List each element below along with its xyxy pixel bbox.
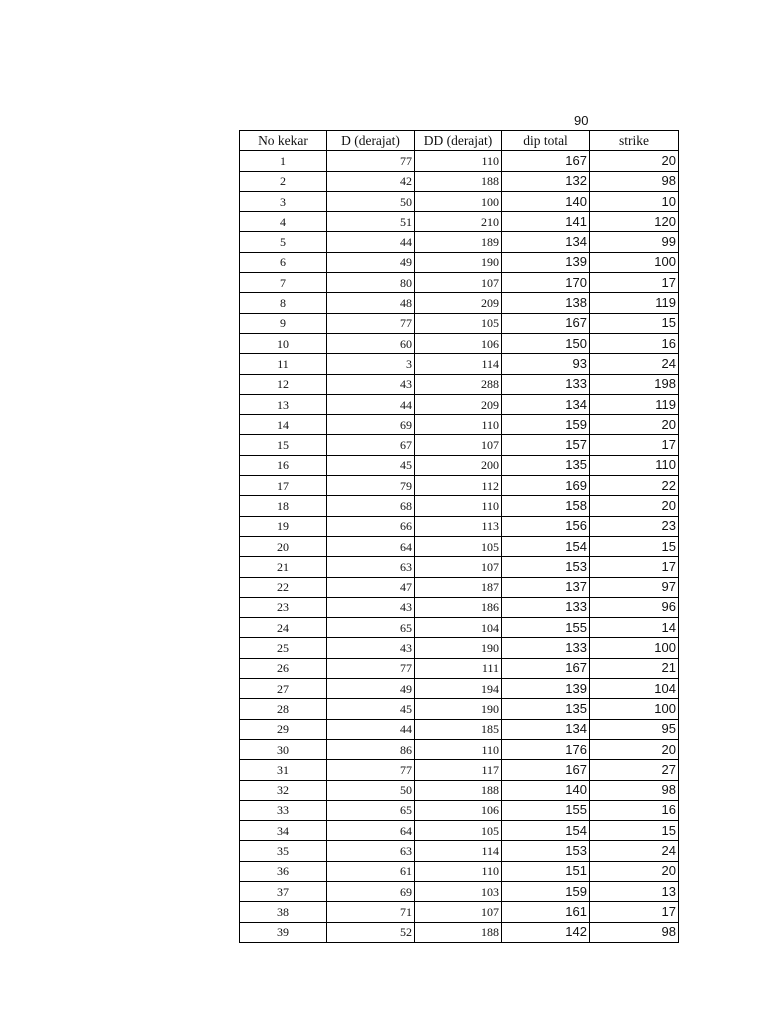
cell-dd-derajat: 209 xyxy=(415,293,502,313)
cell-dd-derajat: 104 xyxy=(415,618,502,638)
cell-dip-total: 157 xyxy=(502,435,590,455)
cell-no-kekar: 26 xyxy=(240,658,327,678)
cell-dd-derajat: 107 xyxy=(415,435,502,455)
cell-dd-derajat: 188 xyxy=(415,171,502,191)
cell-no-kekar: 20 xyxy=(240,536,327,556)
cell-d-derajat: 49 xyxy=(327,679,415,699)
cell-dip-total: 133 xyxy=(502,597,590,617)
cell-no-kekar: 12 xyxy=(240,374,327,394)
joint-data-table xyxy=(239,130,679,943)
table-row xyxy=(240,516,679,536)
table-row xyxy=(240,171,679,191)
cell-dip-total: 154 xyxy=(502,536,590,556)
cell-strike: 95 xyxy=(590,719,679,739)
cell-dd-derajat: 100 xyxy=(415,191,502,211)
cell-d-derajat: 43 xyxy=(327,638,415,658)
cell-dip-total: 167 xyxy=(502,760,590,780)
cell-d-derajat: 42 xyxy=(327,171,415,191)
cell-dd-derajat: 188 xyxy=(415,922,502,942)
cell-no-kekar: 18 xyxy=(240,496,327,516)
table-row xyxy=(240,719,679,739)
cell-d-derajat: 48 xyxy=(327,293,415,313)
cell-strike: 24 xyxy=(590,354,679,374)
cell-dip-total: 132 xyxy=(502,171,590,191)
cell-d-derajat: 52 xyxy=(327,922,415,942)
header-d-derajat: D (derajat) xyxy=(327,131,415,151)
cell-strike: 98 xyxy=(590,171,679,191)
cell-dip-total: 167 xyxy=(502,658,590,678)
cell-dip-total: 167 xyxy=(502,151,590,171)
cell-strike: 104 xyxy=(590,679,679,699)
cell-d-derajat: 44 xyxy=(327,394,415,414)
cell-d-derajat: 61 xyxy=(327,861,415,881)
cell-d-derajat: 67 xyxy=(327,435,415,455)
table-row xyxy=(240,679,679,699)
cell-no-kekar: 24 xyxy=(240,618,327,638)
cell-dd-derajat: 107 xyxy=(415,557,502,577)
table-row xyxy=(240,455,679,475)
cell-dd-derajat: 189 xyxy=(415,232,502,252)
table-row xyxy=(240,476,679,496)
cell-d-derajat: 77 xyxy=(327,151,415,171)
cell-no-kekar: 7 xyxy=(240,273,327,293)
cell-strike: 119 xyxy=(590,293,679,313)
cell-no-kekar: 3 xyxy=(240,191,327,211)
cell-dip-total: 93 xyxy=(502,354,590,374)
cell-dip-total: 159 xyxy=(502,881,590,901)
cell-dd-derajat: 186 xyxy=(415,597,502,617)
cell-no-kekar: 5 xyxy=(240,232,327,252)
cell-dd-derajat: 110 xyxy=(415,739,502,759)
cell-dd-derajat: 288 xyxy=(415,374,502,394)
table-body xyxy=(240,151,679,943)
table-row xyxy=(240,881,679,901)
table-row xyxy=(240,618,679,638)
cell-dip-total: 156 xyxy=(502,516,590,536)
table-row xyxy=(240,394,679,414)
cell-strike: 10 xyxy=(590,191,679,211)
cell-dd-derajat: 185 xyxy=(415,719,502,739)
cell-strike: 13 xyxy=(590,881,679,901)
cell-strike: 198 xyxy=(590,374,679,394)
cell-dd-derajat: 194 xyxy=(415,679,502,699)
table-header-row xyxy=(240,131,679,151)
cell-strike: 21 xyxy=(590,658,679,678)
cell-no-kekar: 27 xyxy=(240,679,327,699)
cell-dd-derajat: 106 xyxy=(415,333,502,353)
cell-dip-total: 142 xyxy=(502,922,590,942)
table-row xyxy=(240,374,679,394)
cell-no-kekar: 39 xyxy=(240,922,327,942)
cell-d-derajat: 49 xyxy=(327,252,415,272)
cell-dip-total: 134 xyxy=(502,232,590,252)
cell-d-derajat: 43 xyxy=(327,597,415,617)
cell-strike: 15 xyxy=(590,536,679,556)
cell-no-kekar: 9 xyxy=(240,313,327,333)
cell-strike: 24 xyxy=(590,841,679,861)
cell-dd-derajat: 106 xyxy=(415,800,502,820)
cell-no-kekar: 37 xyxy=(240,881,327,901)
cell-dip-total: 169 xyxy=(502,476,590,496)
cell-strike: 23 xyxy=(590,516,679,536)
cell-strike: 20 xyxy=(590,151,679,171)
table-row xyxy=(240,232,679,252)
cell-dip-total: 133 xyxy=(502,638,590,658)
cell-no-kekar: 33 xyxy=(240,800,327,820)
cell-no-kekar: 1 xyxy=(240,151,327,171)
cell-d-derajat: 64 xyxy=(327,821,415,841)
cell-strike: 15 xyxy=(590,821,679,841)
table-row xyxy=(240,861,679,881)
table-row xyxy=(240,699,679,719)
cell-strike: 99 xyxy=(590,232,679,252)
cell-dip-total: 139 xyxy=(502,252,590,272)
top-value-label: 90 xyxy=(574,113,589,128)
cell-dd-derajat: 190 xyxy=(415,638,502,658)
cell-dd-derajat: 110 xyxy=(415,151,502,171)
cell-strike: 17 xyxy=(590,273,679,293)
cell-strike: 17 xyxy=(590,902,679,922)
cell-no-kekar: 4 xyxy=(240,212,327,232)
cell-no-kekar: 17 xyxy=(240,476,327,496)
table-row xyxy=(240,902,679,922)
cell-strike: 20 xyxy=(590,496,679,516)
cell-d-derajat: 79 xyxy=(327,476,415,496)
cell-d-derajat: 43 xyxy=(327,374,415,394)
cell-strike: 16 xyxy=(590,333,679,353)
cell-d-derajat: 86 xyxy=(327,739,415,759)
table-row xyxy=(240,597,679,617)
cell-strike: 119 xyxy=(590,394,679,414)
cell-no-kekar: 38 xyxy=(240,902,327,922)
cell-dd-derajat: 105 xyxy=(415,821,502,841)
header-dd-derajat: DD (derajat) xyxy=(415,131,502,151)
table-row xyxy=(240,496,679,516)
cell-dip-total: 167 xyxy=(502,313,590,333)
cell-no-kekar: 2 xyxy=(240,171,327,191)
table-row xyxy=(240,354,679,374)
cell-d-derajat: 68 xyxy=(327,496,415,516)
table-row xyxy=(240,252,679,272)
cell-no-kekar: 28 xyxy=(240,699,327,719)
cell-dip-total: 140 xyxy=(502,191,590,211)
cell-dd-derajat: 209 xyxy=(415,394,502,414)
cell-d-derajat: 80 xyxy=(327,273,415,293)
cell-d-derajat: 63 xyxy=(327,557,415,577)
cell-no-kekar: 31 xyxy=(240,760,327,780)
cell-dip-total: 135 xyxy=(502,455,590,475)
table-row xyxy=(240,435,679,455)
cell-dd-derajat: 110 xyxy=(415,415,502,435)
header-no-kekar: No kekar xyxy=(240,131,327,151)
cell-d-derajat: 44 xyxy=(327,719,415,739)
cell-no-kekar: 8 xyxy=(240,293,327,313)
cell-dd-derajat: 110 xyxy=(415,861,502,881)
table-row xyxy=(240,191,679,211)
cell-strike: 20 xyxy=(590,739,679,759)
cell-d-derajat: 77 xyxy=(327,658,415,678)
cell-strike: 97 xyxy=(590,577,679,597)
cell-dip-total: 135 xyxy=(502,699,590,719)
header-strike: strike xyxy=(590,131,679,151)
cell-d-derajat: 66 xyxy=(327,516,415,536)
table-row xyxy=(240,800,679,820)
cell-dip-total: 138 xyxy=(502,293,590,313)
cell-strike: 110 xyxy=(590,455,679,475)
cell-no-kekar: 35 xyxy=(240,841,327,861)
cell-dd-derajat: 210 xyxy=(415,212,502,232)
cell-dip-total: 153 xyxy=(502,557,590,577)
cell-d-derajat: 77 xyxy=(327,760,415,780)
cell-d-derajat: 50 xyxy=(327,780,415,800)
cell-strike: 17 xyxy=(590,435,679,455)
cell-no-kekar: 10 xyxy=(240,333,327,353)
cell-no-kekar: 22 xyxy=(240,577,327,597)
cell-no-kekar: 6 xyxy=(240,252,327,272)
cell-no-kekar: 30 xyxy=(240,739,327,759)
table-row xyxy=(240,658,679,678)
cell-dd-derajat: 187 xyxy=(415,577,502,597)
cell-dip-total: 176 xyxy=(502,739,590,759)
table-row xyxy=(240,739,679,759)
header-dip-total: dip total xyxy=(502,131,590,151)
cell-strike: 20 xyxy=(590,861,679,881)
cell-d-derajat: 47 xyxy=(327,577,415,597)
cell-strike: 22 xyxy=(590,476,679,496)
table-row xyxy=(240,821,679,841)
cell-dd-derajat: 113 xyxy=(415,516,502,536)
table-row xyxy=(240,577,679,597)
cell-dd-derajat: 117 xyxy=(415,760,502,780)
cell-no-kekar: 25 xyxy=(240,638,327,658)
cell-dd-derajat: 190 xyxy=(415,699,502,719)
cell-dip-total: 158 xyxy=(502,496,590,516)
cell-strike: 27 xyxy=(590,760,679,780)
cell-d-derajat: 69 xyxy=(327,415,415,435)
cell-strike: 120 xyxy=(590,212,679,232)
cell-dip-total: 151 xyxy=(502,861,590,881)
cell-strike: 17 xyxy=(590,557,679,577)
cell-dip-total: 141 xyxy=(502,212,590,232)
table-row xyxy=(240,760,679,780)
cell-dip-total: 161 xyxy=(502,902,590,922)
cell-dip-total: 133 xyxy=(502,374,590,394)
cell-no-kekar: 32 xyxy=(240,780,327,800)
table-row xyxy=(240,273,679,293)
table-row xyxy=(240,638,679,658)
cell-strike: 100 xyxy=(590,699,679,719)
cell-dd-derajat: 114 xyxy=(415,354,502,374)
cell-strike: 96 xyxy=(590,597,679,617)
table-row xyxy=(240,841,679,861)
table-row xyxy=(240,536,679,556)
table-row xyxy=(240,922,679,942)
cell-no-kekar: 29 xyxy=(240,719,327,739)
cell-dip-total: 170 xyxy=(502,273,590,293)
table-row xyxy=(240,313,679,333)
cell-d-derajat: 65 xyxy=(327,800,415,820)
cell-no-kekar: 11 xyxy=(240,354,327,374)
cell-strike: 16 xyxy=(590,800,679,820)
table-row xyxy=(240,293,679,313)
cell-dip-total: 137 xyxy=(502,577,590,597)
cell-d-derajat: 63 xyxy=(327,841,415,861)
table-row xyxy=(240,151,679,171)
cell-dd-derajat: 105 xyxy=(415,536,502,556)
cell-dip-total: 140 xyxy=(502,780,590,800)
cell-no-kekar: 13 xyxy=(240,394,327,414)
cell-dd-derajat: 114 xyxy=(415,841,502,861)
cell-dd-derajat: 105 xyxy=(415,313,502,333)
cell-dd-derajat: 112 xyxy=(415,476,502,496)
cell-strike: 98 xyxy=(590,780,679,800)
cell-dd-derajat: 110 xyxy=(415,496,502,516)
table-row xyxy=(240,780,679,800)
cell-dd-derajat: 200 xyxy=(415,455,502,475)
cell-d-derajat: 3 xyxy=(327,354,415,374)
cell-d-derajat: 69 xyxy=(327,881,415,901)
table-row xyxy=(240,212,679,232)
cell-no-kekar: 16 xyxy=(240,455,327,475)
cell-dip-total: 134 xyxy=(502,719,590,739)
cell-strike: 100 xyxy=(590,252,679,272)
cell-d-derajat: 65 xyxy=(327,618,415,638)
cell-strike: 15 xyxy=(590,313,679,333)
cell-no-kekar: 19 xyxy=(240,516,327,536)
cell-d-derajat: 71 xyxy=(327,902,415,922)
cell-strike: 98 xyxy=(590,922,679,942)
cell-strike: 14 xyxy=(590,618,679,638)
cell-no-kekar: 36 xyxy=(240,861,327,881)
cell-dd-derajat: 107 xyxy=(415,273,502,293)
cell-dip-total: 155 xyxy=(502,800,590,820)
cell-dd-derajat: 107 xyxy=(415,902,502,922)
cell-dip-total: 139 xyxy=(502,679,590,699)
cell-dd-derajat: 103 xyxy=(415,881,502,901)
table-row xyxy=(240,557,679,577)
cell-d-derajat: 45 xyxy=(327,455,415,475)
cell-dip-total: 154 xyxy=(502,821,590,841)
cell-strike: 20 xyxy=(590,415,679,435)
cell-d-derajat: 64 xyxy=(327,536,415,556)
table-row xyxy=(240,415,679,435)
cell-d-derajat: 60 xyxy=(327,333,415,353)
cell-dip-total: 159 xyxy=(502,415,590,435)
cell-d-derajat: 45 xyxy=(327,699,415,719)
cell-dip-total: 155 xyxy=(502,618,590,638)
cell-no-kekar: 23 xyxy=(240,597,327,617)
cell-no-kekar: 15 xyxy=(240,435,327,455)
cell-dd-derajat: 190 xyxy=(415,252,502,272)
cell-no-kekar: 34 xyxy=(240,821,327,841)
table-row xyxy=(240,333,679,353)
cell-dd-derajat: 111 xyxy=(415,658,502,678)
cell-d-derajat: 51 xyxy=(327,212,415,232)
cell-no-kekar: 14 xyxy=(240,415,327,435)
cell-d-derajat: 77 xyxy=(327,313,415,333)
cell-dd-derajat: 188 xyxy=(415,780,502,800)
cell-d-derajat: 44 xyxy=(327,232,415,252)
cell-dip-total: 134 xyxy=(502,394,590,414)
cell-dip-total: 153 xyxy=(502,841,590,861)
cell-dip-total: 150 xyxy=(502,333,590,353)
cell-strike: 100 xyxy=(590,638,679,658)
cell-d-derajat: 50 xyxy=(327,191,415,211)
cell-no-kekar: 21 xyxy=(240,557,327,577)
